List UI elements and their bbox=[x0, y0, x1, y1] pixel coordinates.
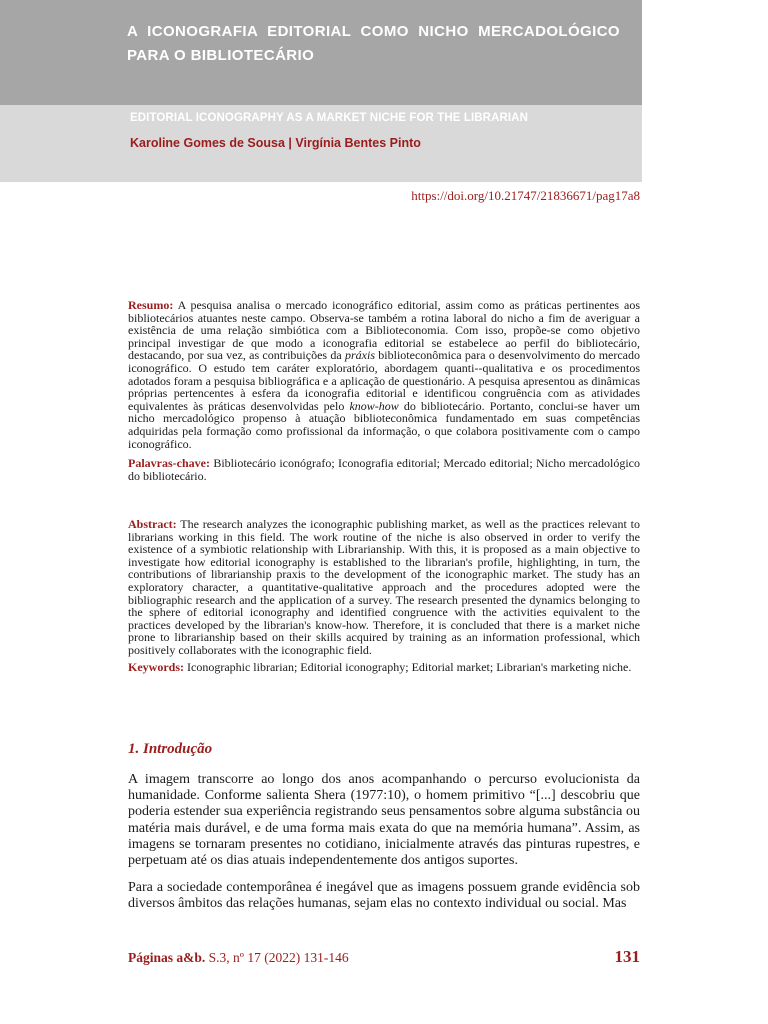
intro-paragraph-2-block bbox=[128, 880, 640, 912]
intro-paragraph-1: A imagem transcorre ao longo dos anos acompanhando o percurso evolucionista da humanidade. Conforme salienta Shera (1977:10), o homem primitivo “[...] descobriu que poderia estender sua experiência registrando seus pensamentos sobre alguma substância ou matéria mais durável, e de uma forma mais exata do que na memória humana”. Assim, as imagens se tornaram presentes no cotidiano, inicialmente através das pinturas rupestres, e perpetuam até os dias atuais independentemente dos antigos suportes. bbox=[128, 772, 640, 869]
footer-citation-text: S.3, nº 17 (2022) 131-146 bbox=[205, 950, 349, 965]
resumo-italic-praxis: práxis bbox=[344, 348, 375, 363]
author-separator: | bbox=[288, 136, 292, 150]
resumo-text-3: do bibliotecário. Portanto, conclui-se haver um nicho mercadológico propenso à atuação biblioteconômica fundamentado em suas competências adquiridas pela formação como profissional da informação, o que colabora positivamente com o campo iconográfico. bbox=[128, 398, 640, 451]
palavras-chave-text: Bibliotecário iconógrafo; Iconografia editorial; Mercado editorial; Nicho mercadológico do bibliotecário. bbox=[128, 456, 640, 483]
article-title: A ICONOGRAFIA EDITORIAL COMO NICHO MERCADOLÓGICO PARA O BIBLIOTECÁRIO bbox=[127, 23, 620, 64]
author-1: Karoline Gomes de Sousa bbox=[130, 136, 285, 150]
intro-paragraph-1-block bbox=[128, 772, 640, 869]
keywords-paragraph bbox=[128, 661, 640, 674]
authors-line bbox=[130, 136, 421, 150]
abstract-paragraph bbox=[128, 518, 640, 657]
palavras-chave-block bbox=[128, 457, 640, 482]
resumo-italic-knowhow: know-how bbox=[349, 398, 399, 413]
keywords-text: Iconographic librarian; Editorial iconography; Editorial market; Librarian's marketing niche. bbox=[184, 660, 632, 674]
article-title-english: EDITORIAL ICONOGRAPHY AS A MARKET NICHE FOR THE LIBRARIAN bbox=[130, 112, 528, 124]
doi-link[interactable]: https://doi.org/10.21747/21836671/pag17a8 bbox=[411, 188, 640, 203]
keywords-block bbox=[128, 661, 640, 674]
section-title: 1. Introdução bbox=[128, 741, 213, 757]
abstract-label: Abstract: bbox=[128, 517, 177, 531]
abstract-text: The research analyzes the iconographic publishing market, as well as the practices relevant to librarians working in this field. The work routine of the niche is also observed in order to verify the existence of a symbiotic relationship with Librarianship. With this, it is proposed as a main objective to investigate how editorial iconography is established to the librarian's profile, highlighting, in turn, the contributions of librarianship praxis to the development of the iconographic market. The study has an exploratory character, a quantitative-qualitative approach and the procedures adopted were the bibliographic research and the application of a survey. The research presented the dynamics belonging to the sphere of editorial iconography and identified congruence with the activities equivalent to the practices developed by the librarian's know-how. Therefore, it is concluded that there is a market niche prone to librarianship based on their skills acquired by training as an information professional, which positively collaborates with the iconographic field. bbox=[128, 517, 640, 657]
resumo-text-1: A pesquisa analisa o mercado iconográfico editorial, assim como as práticas pertinentes aos bibliotecários atuantes neste campo. Observa-se também a rotina laboral do nicho a fim de averiguar a existência de uma relação simbiótica com a Biblioteconomia. Com isso, propõe-se como objetivo principal investigar de que modo a iconografia editorial se estabelece ao perfil do bibliotecário, destacando, por sua vez, as contribuições da bbox=[128, 298, 640, 363]
resumo-block bbox=[128, 299, 640, 450]
keywords-label: Keywords: bbox=[128, 660, 184, 674]
palavras-chave-label: Palavras-chave: bbox=[128, 456, 210, 470]
footer-citation bbox=[128, 950, 349, 966]
abstract-block bbox=[128, 518, 640, 657]
footer-journal: Páginas a&b. bbox=[128, 950, 206, 965]
author-2: Virgínia Bentes Pinto bbox=[295, 136, 421, 150]
palavras-chave-paragraph bbox=[128, 457, 640, 482]
resumo-paragraph bbox=[128, 299, 640, 450]
resumo-label: Resumo: bbox=[128, 298, 174, 312]
page-number: 131 bbox=[614, 947, 640, 966]
resumo-text-2: biblioteconômica para o desenvolvimento do mercado iconográfico. O estudo tem caráter exploratório, abordagem quanti--qualitativa e os procedimentos adotados foram a pesquisa bibliográfica e a aplicação de questionário. A pesquisa apresentou as dinâmicas próprias pertencentes à esfera da iconografia editorial e identificou congruência com as atividades equivalentes às práticas desenvolvidas pelo bbox=[128, 348, 641, 413]
intro-paragraph-2: Para a sociedade contemporânea é inegável que as imagens possuem grande evidência sob diversos âmbitos das relações humanas, sejam elas no contexto individual ou social. Mas bbox=[128, 880, 640, 912]
